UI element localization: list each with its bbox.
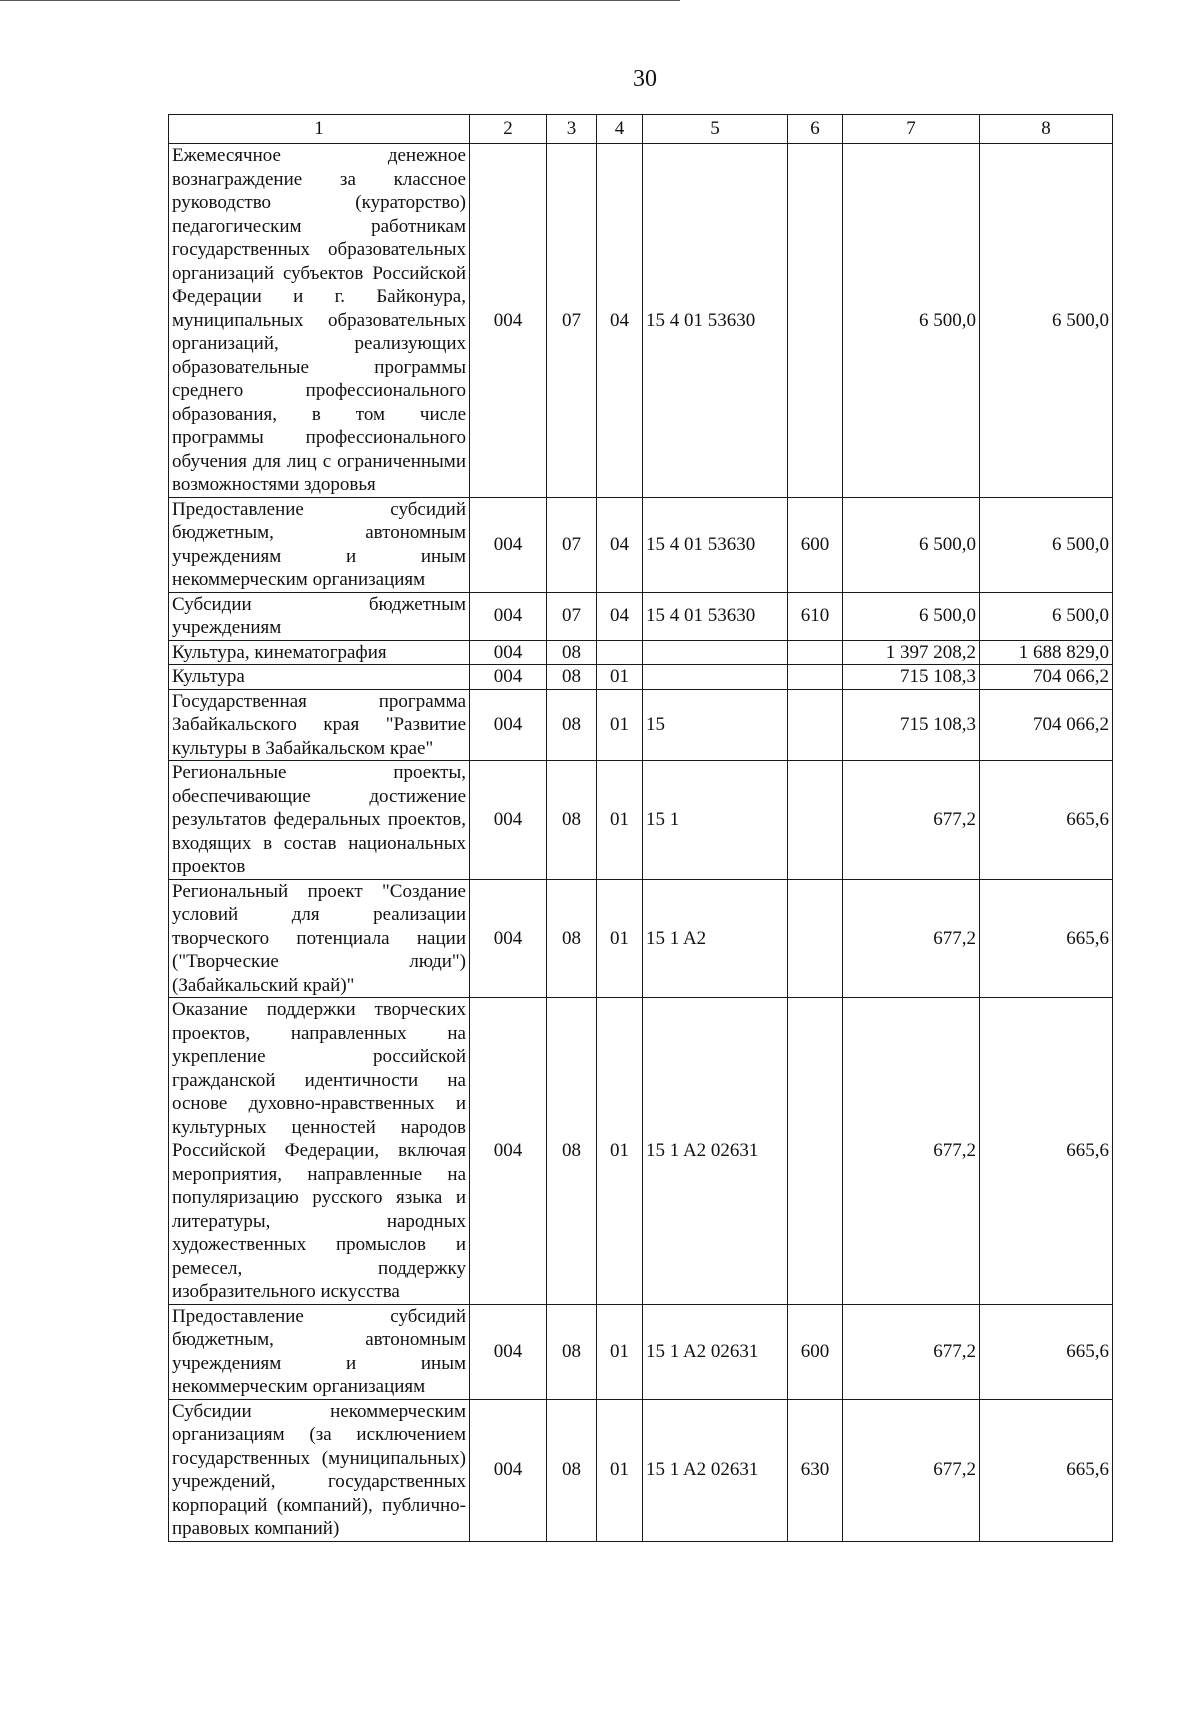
table-row (169, 1399, 1113, 1541)
expense-type-code (788, 640, 843, 665)
amount-year-2: 1 688 829,0 (980, 640, 1113, 665)
target-code: 15 4 01 53630 (643, 592, 788, 640)
row-name: Предоставление субсидий бюджетным, автономным учреждениям и иным некоммерческим организациям (169, 497, 470, 592)
amount-year-2: 665,6 (980, 761, 1113, 880)
row-name: Субсидии бюджетным учреждениям (169, 592, 470, 640)
subsection-code: 04 (597, 144, 643, 498)
amount-year-2: 6 500,0 (980, 497, 1113, 592)
ministry-code: 004 (470, 761, 547, 880)
row-name: Региональный проект "Создание условий для реализации творческого потенциала нации ("Творческие люди") (Забайкальский край)" (169, 879, 470, 998)
ministry-code: 004 (470, 879, 547, 998)
table-row (169, 998, 1113, 1305)
expense-type-code (788, 998, 843, 1305)
row-name: Предоставление субсидий бюджетным, автономным учреждениям и иным некоммерческим организациям (169, 1304, 470, 1399)
section-code: 08 (547, 998, 597, 1305)
target-code: 15 4 01 53630 (643, 497, 788, 592)
column-header: 7 (843, 115, 980, 144)
section-code: 08 (547, 665, 597, 690)
ministry-code: 004 (470, 144, 547, 498)
amount-year-1: 677,2 (843, 1399, 980, 1541)
column-header: 2 (470, 115, 547, 144)
amount-year-2: 665,6 (980, 1304, 1113, 1399)
amount-year-2: 6 500,0 (980, 592, 1113, 640)
amount-year-1: 715 108,3 (843, 689, 980, 761)
expense-type-code: 600 (788, 1304, 843, 1399)
section-code: 08 (547, 761, 597, 880)
expense-type-code (788, 689, 843, 761)
subsection-code: 04 (597, 497, 643, 592)
column-header: 8 (980, 115, 1113, 144)
amount-year-2: 704 066,2 (980, 689, 1113, 761)
target-code (643, 665, 788, 690)
amount-year-2: 665,6 (980, 998, 1113, 1305)
subsection-code: 01 (597, 1399, 643, 1541)
expense-type-code (788, 761, 843, 880)
subsection-code: 01 (597, 761, 643, 880)
ministry-code: 004 (470, 640, 547, 665)
row-name: Культура, кинематография (169, 640, 470, 665)
column-header: 5 (643, 115, 788, 144)
column-header: 1 (169, 115, 470, 144)
amount-year-1: 1 397 208,2 (843, 640, 980, 665)
target-code: 15 1 A2 (643, 879, 788, 998)
target-code: 15 1 (643, 761, 788, 880)
column-header: 4 (597, 115, 643, 144)
table-row (169, 497, 1113, 592)
column-header: 6 (788, 115, 843, 144)
row-name: Субсидии некоммерческим организациям (за исключением государственных (муниципальных) учреждений, государственных корпораций (компаний), публично-правовых компаний) (169, 1399, 470, 1541)
ministry-code: 004 (470, 592, 547, 640)
section-code: 08 (547, 640, 597, 665)
target-code: 15 4 01 53630 (643, 144, 788, 498)
ministry-code: 004 (470, 998, 547, 1305)
header-row (169, 115, 1113, 144)
section-code: 08 (547, 689, 597, 761)
budget-table (168, 114, 1113, 1542)
ministry-code: 004 (470, 665, 547, 690)
ministry-code: 004 (470, 497, 547, 592)
ministry-code: 004 (470, 1304, 547, 1399)
ministry-code: 004 (470, 1399, 547, 1541)
table-row (169, 1304, 1113, 1399)
column-header: 3 (547, 115, 597, 144)
table-row (169, 761, 1113, 880)
amount-year-1: 6 500,0 (843, 497, 980, 592)
amount-year-1: 6 500,0 (843, 144, 980, 498)
section-code: 08 (547, 879, 597, 998)
table-row (169, 665, 1113, 690)
amount-year-2: 665,6 (980, 1399, 1113, 1541)
scan-top-rule (0, 0, 680, 1)
subsection-code: 01 (597, 879, 643, 998)
amount-year-2: 704 066,2 (980, 665, 1113, 690)
page-number: 30 (633, 66, 657, 92)
expense-type-code (788, 879, 843, 998)
target-code (643, 640, 788, 665)
section-code: 07 (547, 592, 597, 640)
amount-year-1: 677,2 (843, 998, 980, 1305)
amount-year-2: 665,6 (980, 879, 1113, 998)
ministry-code: 004 (470, 689, 547, 761)
table-row (169, 640, 1113, 665)
table-row (169, 689, 1113, 761)
amount-year-1: 715 108,3 (843, 665, 980, 690)
row-name: Ежемесячное денежное вознаграждение за классное руководство (кураторство) педагогическим работникам государственных образовательных организаций субъектов Российской Федерации и г. Байконура, муниципальных образовательных организаций, реализующих образовательные программы среднего профессионального образования, в том числе программы профессионального обучения для лиц с ограниченными возможностями здоровья (169, 144, 470, 498)
target-code: 15 (643, 689, 788, 761)
amount-year-1: 677,2 (843, 879, 980, 998)
expense-type-code: 630 (788, 1399, 843, 1541)
amount-year-1: 677,2 (843, 1304, 980, 1399)
row-name: Культура (169, 665, 470, 690)
section-code: 07 (547, 497, 597, 592)
target-code: 15 1 A2 02631 (643, 998, 788, 1305)
section-code: 07 (547, 144, 597, 498)
row-name: Региональные проекты, обеспечивающие достижение результатов федеральных проектов, входящих в состав национальных проектов (169, 761, 470, 880)
table-row (169, 879, 1113, 998)
amount-year-1: 6 500,0 (843, 592, 980, 640)
subsection-code: 01 (597, 1304, 643, 1399)
expense-type-code (788, 665, 843, 690)
section-code: 08 (547, 1399, 597, 1541)
target-code: 15 1 A2 02631 (643, 1399, 788, 1541)
amount-year-1: 677,2 (843, 761, 980, 880)
subsection-code: 01 (597, 689, 643, 761)
section-code: 08 (547, 1304, 597, 1399)
expense-type-code: 610 (788, 592, 843, 640)
row-name: Государственная программа Забайкальского края "Развитие культуры в Забайкальском крае" (169, 689, 470, 761)
subsection-code: 01 (597, 665, 643, 690)
subsection-code: 04 (597, 592, 643, 640)
expense-type-code (788, 144, 843, 498)
amount-year-2: 6 500,0 (980, 144, 1113, 498)
subsection-code: 01 (597, 998, 643, 1305)
expense-type-code: 600 (788, 497, 843, 592)
row-name: Оказание поддержки творческих проектов, направленных на укрепление российской гражданской идентичности на основе духовно-нравственных и культурных ценностей народов Российской Федерации, включая мероприятия, направленные на популяризацию русского языка и литературы, народных художественных промыслов и ремесел, поддержку изобразительного искусства (169, 998, 470, 1305)
target-code: 15 1 A2 02631 (643, 1304, 788, 1399)
subsection-code (597, 640, 643, 665)
table-row (169, 592, 1113, 640)
table-row (169, 144, 1113, 498)
